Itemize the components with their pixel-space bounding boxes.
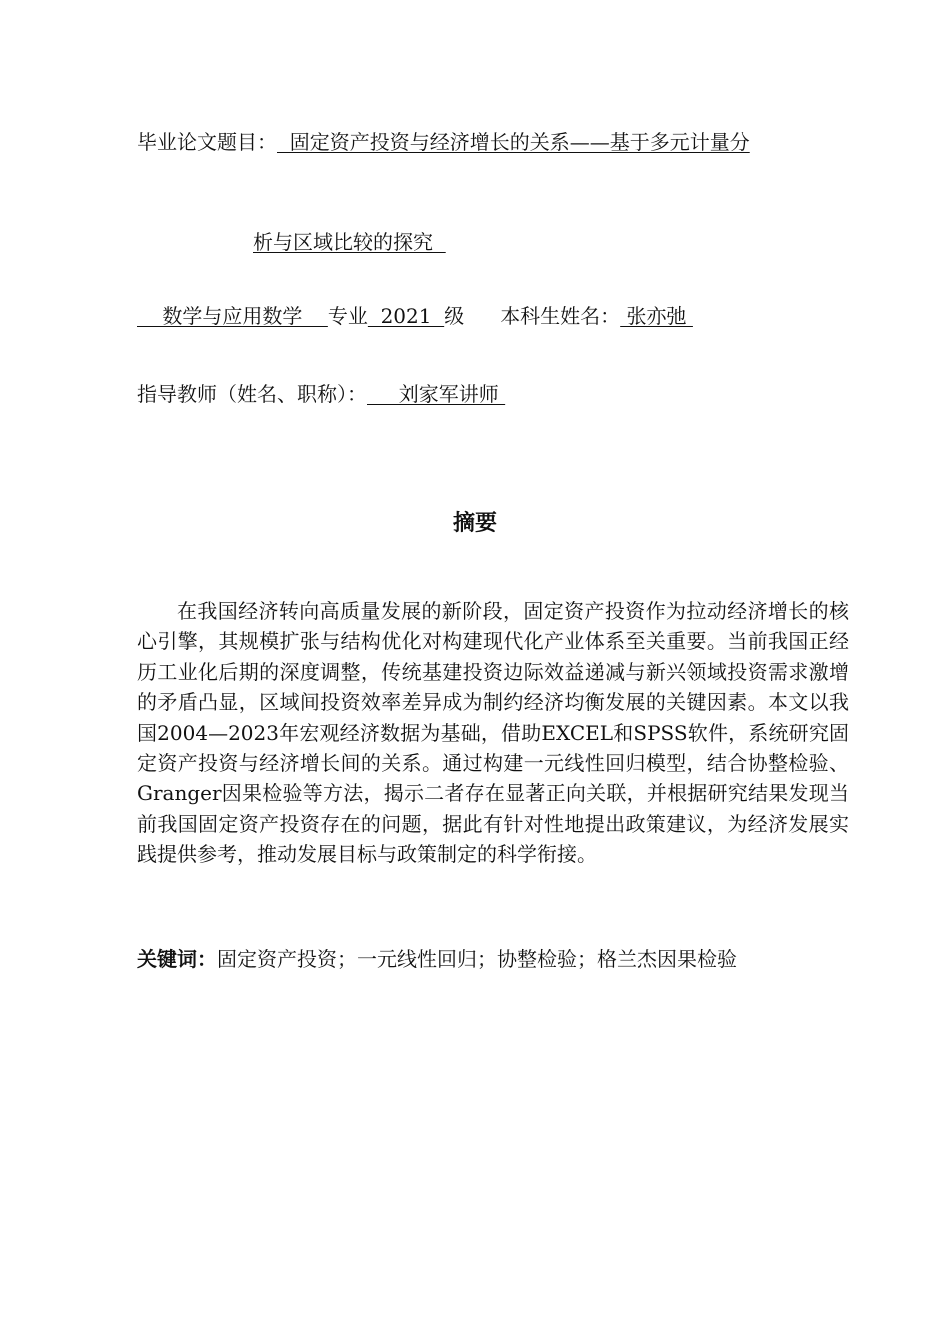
student-info-line bbox=[137, 303, 693, 329]
abstract-body bbox=[137, 596, 849, 870]
abstract-heading: 摘要 bbox=[452, 511, 497, 536]
keywords-value: 固定资产投资；一元线性回归；协整检验；格兰杰因果检验 bbox=[217, 947, 737, 971]
thesis-title-label: 毕业论文题目： bbox=[137, 130, 277, 154]
keywords-line bbox=[137, 946, 737, 972]
advisor-line bbox=[137, 381, 505, 407]
student-name-value: 张亦弛 bbox=[620, 304, 693, 328]
advisor-label: 指导教师（姓名、职称）： bbox=[137, 382, 367, 406]
thesis-title-part2: 析与区域比较的探究 bbox=[253, 230, 446, 254]
thesis-title-line bbox=[137, 129, 750, 155]
thesis-title-part1: 固定资产投资与经济增长的关系——基于多元计量分 bbox=[277, 130, 750, 154]
year-value: 2021 bbox=[367, 304, 445, 328]
major-value: 数学与应用数学 bbox=[137, 304, 328, 328]
keywords-label: 关键词： bbox=[137, 947, 217, 971]
student-name-label: 本科生姓名： bbox=[500, 304, 621, 328]
major-suffix: 专业 bbox=[327, 304, 368, 328]
year-suffix: 级 bbox=[444, 304, 465, 328]
thesis-title-continuation bbox=[253, 229, 446, 255]
abstract-paragraph: 在我国经济转向高质量发展的新阶段，固定资产投资作为拉动经济增长的核心引擎，其规模扩张与结构优化对构建现代化产业体系至关重要。当前我国正经历工业化后期的深度调整，传统基建投资边际效益递减与新兴领域投资需求激增的矛盾凸显，区域间投资效率差异成为制约经济均衡发展的关键因素。本文以我国2004—2023年宏观经济数据为基础，借助EXCEL和SPSS软件，系统研究固定资产投资与经济增长间的关系。通过构建一元线性回归模型，结合协整检验、Granger因果检验等方法，揭示二者存在显著正向关联，并根据研究结果发现当前我国固定资产投资存在的问题，据此有针对性地提出政策建议，为经济发展实践提供参考，推动发展目标与政策制定的科学衔接。 bbox=[137, 599, 849, 867]
advisor-value: 刘家军讲师 bbox=[367, 382, 506, 406]
